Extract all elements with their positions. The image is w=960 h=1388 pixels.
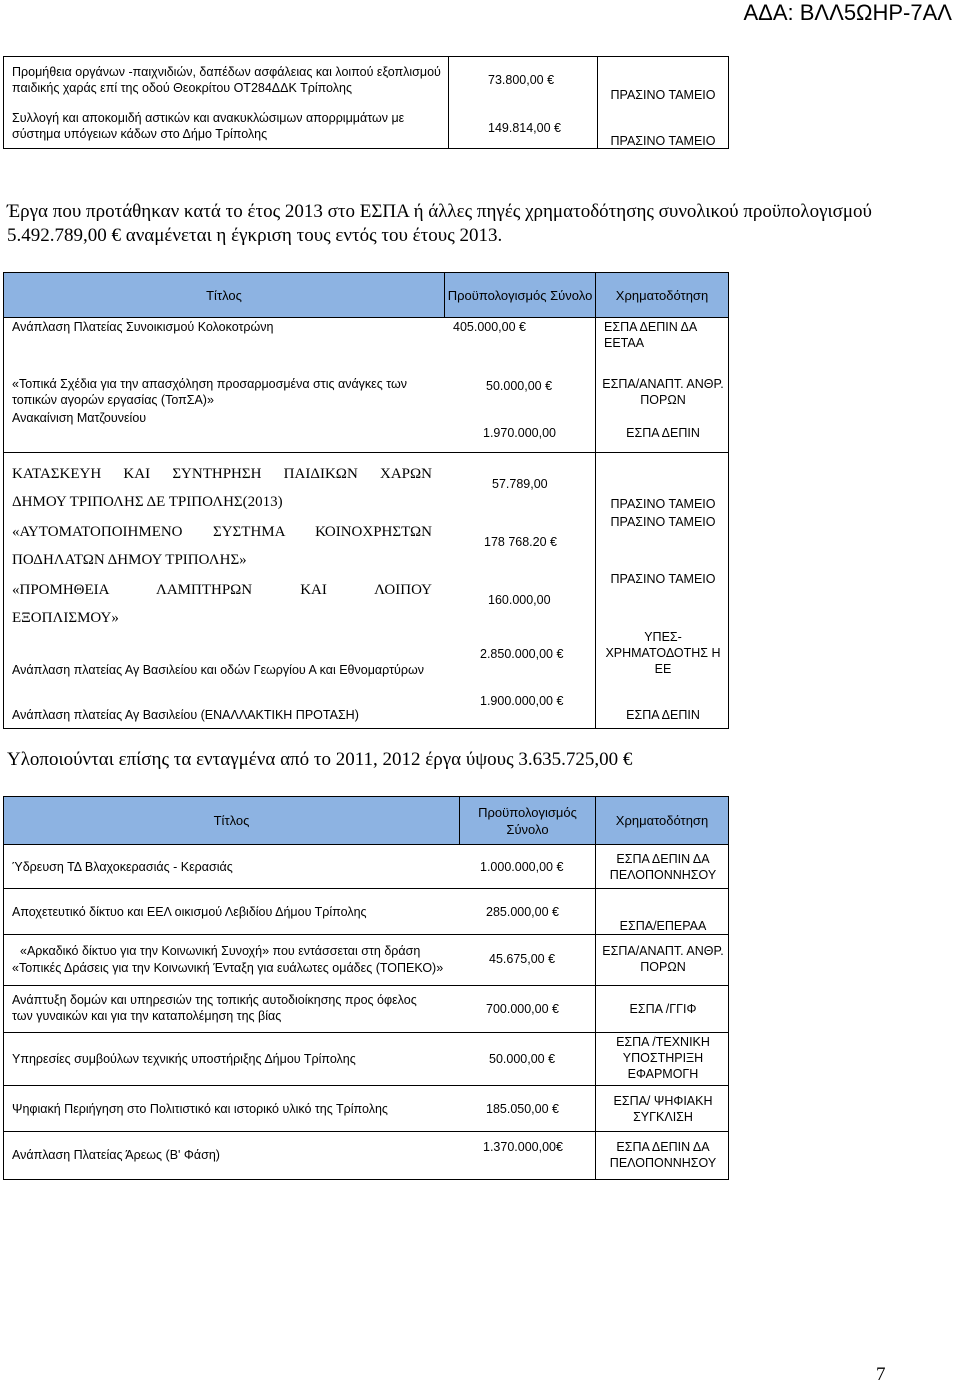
table-cell-budget: 50.000,00 €: [489, 1052, 556, 1066]
table2-header-budget: Προϋπολογισμός Σύνολο: [444, 272, 596, 318]
table-cell-funding: ΕΣΠΑ ΔΕΠΙΝ: [626, 708, 700, 722]
table-cell-funding: ΕΣΠΑ ΔΕΠΙΝ ΔΑ ΠΕΛΟΠΟΝΝΗΣΟΥ: [609, 1140, 717, 1170]
table-cell-funding: ΠΡΑΣΙΝΟ ΤΑΜΕΙΟ: [610, 572, 716, 586]
table-cell-title: «Αρκαδικό δίκτυο για την Κοινωνική Συνοχή» που εντάσσεται στη δράση: [20, 944, 421, 958]
table-cell-budget: 700.000,00 €: [486, 1002, 559, 1016]
table-cell-budget: 50.000,00 €: [486, 379, 553, 393]
table-cell-title: Ανάπλαση πλατείας Αγ Βασιλείου και οδών Γεωργίου Α και Εθνομαρτύρων: [12, 663, 424, 677]
ada-code: ΑΔΑ: ΒΛΛ5ΩΗΡ-7ΑΛ: [743, 0, 952, 25]
table-cell-title: ΚΑΤΑΣΚΕΥΗ ΚΑΙ ΣΥΝΤΗΡΗΣΗ ΠΑΙΔΙΚΩΝ ΧΑΡΩΝ: [12, 466, 432, 482]
table-cell-funding: ΕΣΠΑ/ΕΠΕΡΑΑ: [619, 919, 707, 933]
table2-header-funding: Χρηματοδότηση: [595, 272, 729, 318]
table-cell-funding: ΕΣΠΑ ΔΕΠΙΝ: [626, 426, 700, 440]
table-cell-budget: 1.900.000,00 €: [480, 694, 564, 708]
table-cell-funding: ΕΣΠΑ/ ΨΗΦΙΑΚΗ ΣΥΓΚΛΙΣΗ: [613, 1094, 713, 1124]
table-cell-budget: 1.970.000,00: [483, 426, 556, 440]
table-cell-title: «Τοπικές Δράσεις για την Κοινωνική Ένταξη για ευάλωτες ομάδες (ΤΟΠΕΚΟ)»: [12, 961, 444, 975]
table-cell-budget: 73.800,00 €: [488, 73, 555, 87]
table-cell-title: Ψηφιακή Περιήγηση στο Πολιτιστικό και ιστορικό υλικό της Τρίπολης: [12, 1102, 388, 1116]
table-cell-title: Συλλογή και αποκομιδή αστικών και ανακυκλώσιμων απορριμμάτων με σύστημα υπόγειων κάδων στο Δήμο Τρίπολης: [12, 111, 405, 141]
table-cell-budget: 178 768.20 €: [484, 535, 557, 549]
table3-header-title: Τίτλος: [3, 796, 460, 845]
page-number: 7: [876, 1364, 886, 1385]
table-cell-title: Προμήθεια οργάνων -παιχνιδιών, δαπέδων ασφάλειας και λοιπού εξοπλισμού παιδικής χαράς επί της οδού Θεοκρίτου ΟΤ284ΔΔΚ Τρίπολης: [12, 65, 441, 95]
table-cell-funding: ΠΡΑΣΙΝΟ ΤΑΜΕΙΟ: [610, 515, 716, 529]
table-cell-title: Ανάπλαση Πλατείας Άρεως (Β' Φάση): [12, 1148, 220, 1162]
table-cell-title: «Τοπικά Σχέδια για την απασχόληση προσαρμοσμένα στις ανάγκες των τοπικών αγορών εργασίας (ΤοπΣΑ)»: [12, 377, 408, 407]
table-cell-title: ΔΗΜΟΥ ΤΡΙΠΟΛΗΣ ΔΕ ΤΡΙΠΟΛΗΣ(2013): [12, 494, 283, 510]
table-cell-funding: ΠΡΑΣΙΝΟ ΤΑΜΕΙΟ: [610, 88, 716, 102]
table-cell-budget: 1.370.000,00€: [483, 1140, 563, 1154]
table-cell-budget: 160.000,00: [488, 593, 551, 607]
table2-header-title: Τίτλος: [3, 272, 445, 318]
table-cell-title: Ανάπτυξη δομών και υπηρεσιών της τοπικής αυτοδιοίκησης προς όφελος των γυναικών και για την καταπολέμηση της βίας: [12, 993, 417, 1023]
table3-header-budget: Προϋπολογισμός Σύνολο: [459, 796, 596, 845]
table-cell-funding: ΕΣΠΑ /ΤΕΧΝΙΚΗ ΥΠΟΣΤΗΡΙΞΗ ΕΦΑΡΜΟΓΗ: [616, 1035, 710, 1081]
table-cell-title: «ΠΡΟΜΗΘΕΙΑ ΛΑΜΠΤΗΡΩΝ ΚΑΙ ΛΟΙΠΟΥ: [12, 582, 432, 598]
table3-header-funding: Χρηματοδότηση: [595, 796, 729, 845]
table-cell-title: Ύδρευση ΤΔ Βλαχοκερασιάς - Κερασιάς: [12, 860, 233, 874]
paragraph-implemented: Υλοποιούνται επίσης τα ενταγμένα από το 2011, 2012 έργα ύψους 3.635.725,00 €: [7, 749, 633, 770]
table-cell-title: Ανακαίνιση Ματζουνείου: [12, 411, 147, 425]
table-cell-funding: ΠΡΑΣΙΝΟ ΤΑΜΕΙΟ: [610, 134, 716, 148]
table-cell-funding: ΕΣΠΑ ΔΕΠΙΝ ΔΑ ΠΕΛΟΠΟΝΝΗΣΟΥ: [609, 852, 717, 882]
table-cell-budget: 149.814,00 €: [488, 121, 561, 135]
table-cell-budget: 285.000,00 €: [486, 905, 559, 919]
table-cell-budget: 1.000.000,00 €: [480, 860, 564, 874]
table-cell-title: Αποχετευτικό δίκτυο και ΕΕΛ οικισμού Λεβιδίου Δήμου Τρίπολης: [12, 905, 367, 919]
table-cell-title: Ανάπλαση πλατείας Αγ Βασιλείου (ΕΝΑΛΛΑΚΤΙΚΗ ΠΡΟΤΑΣΗ): [12, 708, 359, 722]
table-cell-budget: 57.789,00: [492, 477, 548, 491]
table-cell-budget: 45.675,00 €: [489, 952, 556, 966]
table-cell-funding: ΕΣΠΑ ΔΕΠΙΝ ΔΑ ΕΕΤΑΑ: [604, 320, 697, 350]
table-cell-funding: ΕΣΠΑ /ΓΓΙΦ: [629, 1002, 697, 1016]
table-cell-budget: 185.050,00 €: [486, 1102, 559, 1116]
table-cell-budget: 405.000,00 €: [453, 320, 526, 334]
table-cell-funding: ΕΣΠΑ/ΑΝΑΠΤ. ΑΝΘΡ. ΠΟΡΩΝ: [602, 377, 724, 407]
table-cell-budget: 2.850.000,00 €: [480, 647, 564, 661]
table-cell-title: «ΑΥΤΟΜΑΤΟΠΟΙΗΜΕΝΟ ΣΥΣΤΗΜΑ ΚΟΙΝΟΧΡΗΣΤΩΝ: [12, 524, 432, 540]
table-cell-funding: ΕΣΠΑ/ΑΝΑΠΤ. ΑΝΘΡ. ΠΟΡΩΝ: [602, 944, 724, 974]
table-cell-funding: ΥΠΕΣ- ΧΡΗΜΑΤΟΔΟΤΗΣ Η ΕΕ: [605, 630, 721, 676]
table-cell-funding: ΠΡΑΣΙΝΟ ΤΑΜΕΙΟ: [610, 497, 716, 511]
table-cell-title: ΠΟΔΗΛΑΤΩΝ ΔΗΜΟΥ ΤΡΙΠΟΛΗΣ»: [12, 552, 247, 568]
table-cell-title: Υπηρεσίες συμβούλων τεχνικής υποστήριξης Δήμου Τρίπολης: [12, 1052, 356, 1066]
table-cell-title: ΕΞΟΠΛΙΣΜΟΥ»: [12, 610, 119, 626]
paragraph-proposed: Έργα που προτάθηκαν κατά το έτος 2013 στο ΕΣΠΑ ή άλλες πηγές χρηματοδότησης συνολικού προϋπολογισμού 5.492.789,00 € αναμένεται η έγκριση τους εντός του έτους 2013.: [7, 201, 872, 246]
table-cell-title: Ανάπλαση Πλατείας Συνοικισμού Κολοκοτρώνη: [12, 320, 274, 334]
